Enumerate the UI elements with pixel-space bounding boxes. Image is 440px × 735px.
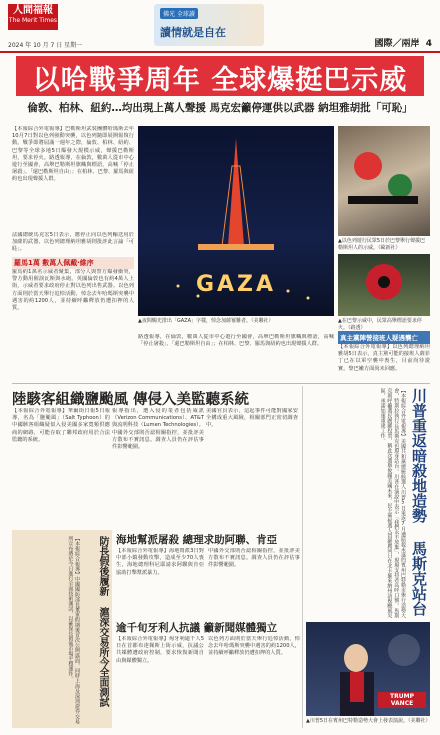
header-rule — [0, 51, 440, 53]
hungary-headline: 逾千旬牙利人抗議 籲新聞媒體獨立 — [116, 622, 278, 634]
lead-subhead: 倫敦、柏林、紐約…均出現上萬人聲援 馬克宏籲停運供以武器 納坦雅胡批「可恥」 — [27, 102, 413, 114]
caption-2: ▲在巴黎示威中，民眾高舉標語要求停火。（路透） — [338, 318, 422, 331]
protest-photo-1 — [338, 126, 430, 236]
promo-banner[interactable] — [154, 4, 264, 46]
lead-body-3: 羅馬約1萬名示威者聚集，部分人與警方爆發衝突，警方動用催淚瓦斯與水砲。英國倫敦也有約4萬人上街，示威者要求政府停止對以色列出售武器。以色列方面則於當天舉行追悼活動，悼念去年哈瑪斯突襲中遇害的約1200人，並持續呼籲釋放仍遭扣押的人質。 — [12, 269, 134, 312]
haiti-body: 【本報綜合外電報導】海地幫派3日對中部小鎮發動攻擊，造成至少70人喪生，海地總理科尼耶請求阿聯與肯亞協助打擊幫派暴力。 — [116, 548, 204, 576]
protest-photo-2 — [338, 254, 430, 316]
section-label: 國際／兩岸 4 — [374, 39, 432, 49]
gaza-candle-text: GAZA — [195, 272, 277, 297]
trump-headline: 川普重返暗殺地造勢 馬斯克站台 — [410, 388, 428, 616]
lead-body-continued: 路透報導，在倫敦，數萬人從市中心遊行至國會，高舉巴勒斯坦旗幟與標語，高喊「停止屠殺」、「還巴勒斯坦自由」；在柏林、巴黎、羅馬與紐約也出現聲援人群。 — [138, 334, 334, 348]
rally-sign: TRUMP VANCE — [378, 692, 426, 708]
lead-body-2: 法國總統馬克宏5日表示，應停止向以色列輸送用於加薩的武器，以色列總理納坦雅胡則批評此言論「可恥」。 — [12, 232, 134, 253]
promo-text: 讀情就是自在 — [160, 26, 226, 39]
caption-3: ▲夜間燭光排出「GAZA」字樣，悼念加薩罹難者。（美聯社） — [138, 318, 274, 324]
trump-rally-photo — [306, 622, 430, 716]
haiti-headline: 海地幫派屠殺 總理求助阿聯、肯亞 — [116, 534, 278, 546]
promo-tag: 佛光 全球讀 — [160, 8, 198, 19]
defense-body: 【本報綜合報導】中國國防部長董軍假期後首次公開露面，同時上海及深圳證券交易所宣布將於今日進行全面技術測試，以確保長假後市場平穩運作。 — [67, 536, 80, 724]
lead-body-1: 【本報綜合外電報導】巴勒斯坦武裝團體哈瑪斯去年10月7日對以色列發動突襲，以色列隨即展開報復行動。戰爭即將屆滿一週年之際，倫敦、柏林、紐約、巴黎等全球多地5日爆發大規模示威，聲援巴勒斯坦，要求停火。路透報導，在倫敦，數萬人從市中心遊行至國會，高舉巴勒斯坦旗幟與標語，高喊「停止屠殺」、「還巴勒斯坦自由」；在柏林、巴黎、羅馬與紐約也出現聲援人群。 — [12, 126, 134, 183]
side-body: 【本報綜合外電報導】以色列總理納坦雅胡5日表示，真主黨可能的接班人薩菲丁已在以軍空襲中喪生，目前尚待證實。黎巴嫩方面尚未回應。 — [338, 344, 430, 372]
caption-1: ▲以色列遊行民眾5日於巴黎舉行聲援巴勒斯坦人的示威。（歐新社） — [338, 238, 426, 251]
trump-body: 【本報綜合外電報導】美國共和黨總統候選人川普5日重返7月遭暗殺未遂的賓州巴特勒市舉行造勢大會，特斯拉執行長馬斯克也現身站台。川普在演說中表示「我們永不放棄」，現場支持者高呼口號。馬斯克則呼籲選民踴躍投票，稱此次選舉攸關美國未來。民主黨候選人賀錦麗同日在北卡羅來納州訪視颶風災區，承諾加速重建工作。 — [379, 388, 406, 618]
haiti-body-2: 中國外交部則否認相關指控，並批評美方散布不實訊息。調查人員仍在評估事件影響範圍。 — [208, 548, 300, 569]
page-number: 4 — [425, 39, 432, 49]
gaza-night-photo — [138, 126, 334, 316]
china-body-2: 報導指出，遭入侵的業者包括威訊（Verizon Communications）、AT&T與流明科技（Lumen Technologies）。中國外交部則否認相關指控，並批評美方散布不實訊息。調查人員仍在評估事件影響範圍。 — [112, 408, 204, 451]
lead-headline: 以哈戰爭周年 全球爆挺巴示威 — [32, 65, 408, 96]
defense-headline: 防長假後履新 滬深交易所今全面測試 — [97, 536, 108, 707]
side-headline: 真主黨陣營接班人疑遇襲亡 — [338, 331, 430, 344]
newspaper-logo: 人間福報 The Merit Times — [8, 4, 58, 30]
trump-caption: ▲川普5日在賓州巴特勒造勢大會上發表演說。（美聯社） — [306, 718, 431, 724]
hungary-body: 【本報綜合外電報導】匈牙利逾千人5日在首都布達佩斯上街示威，抗議公共媒體遭政府控制，要求恢復新聞自由與媒體獨立。 — [116, 636, 204, 664]
hungary-body-2: 以色列方面則於當天舉行追悼活動，悼念去年哈瑪斯突襲中遇害的約1200人，並持續呼籲釋放仍遭扣押的人質。 — [208, 636, 300, 657]
defense-story-box — [12, 530, 112, 728]
china-headline: 陸駭客組織鹽颱風 傳侵入美監聽系統 — [12, 392, 250, 408]
lead-subtitle: 羅馬1萬 數萬人佩戴‧維序 — [12, 257, 134, 269]
section-divider — [12, 383, 430, 384]
china-body-3: 美國官員表示，這起事件可能對國家安全構成重大風險，相關部門正密切調查中。 — [206, 408, 298, 429]
dateline: 2024 年 10 月 7 日 星期一 — [8, 42, 83, 49]
china-body-1: 【本報綜合外電報導】華爾街日報5日報導，名為「鹽颱風」（Salt Typhoon）的中國駭客組織疑似入侵美國多家寬頻供應商的網路，可能存取了聯邦政府用於合法監聽的系統。 — [12, 408, 110, 443]
column-divider — [302, 386, 303, 728]
